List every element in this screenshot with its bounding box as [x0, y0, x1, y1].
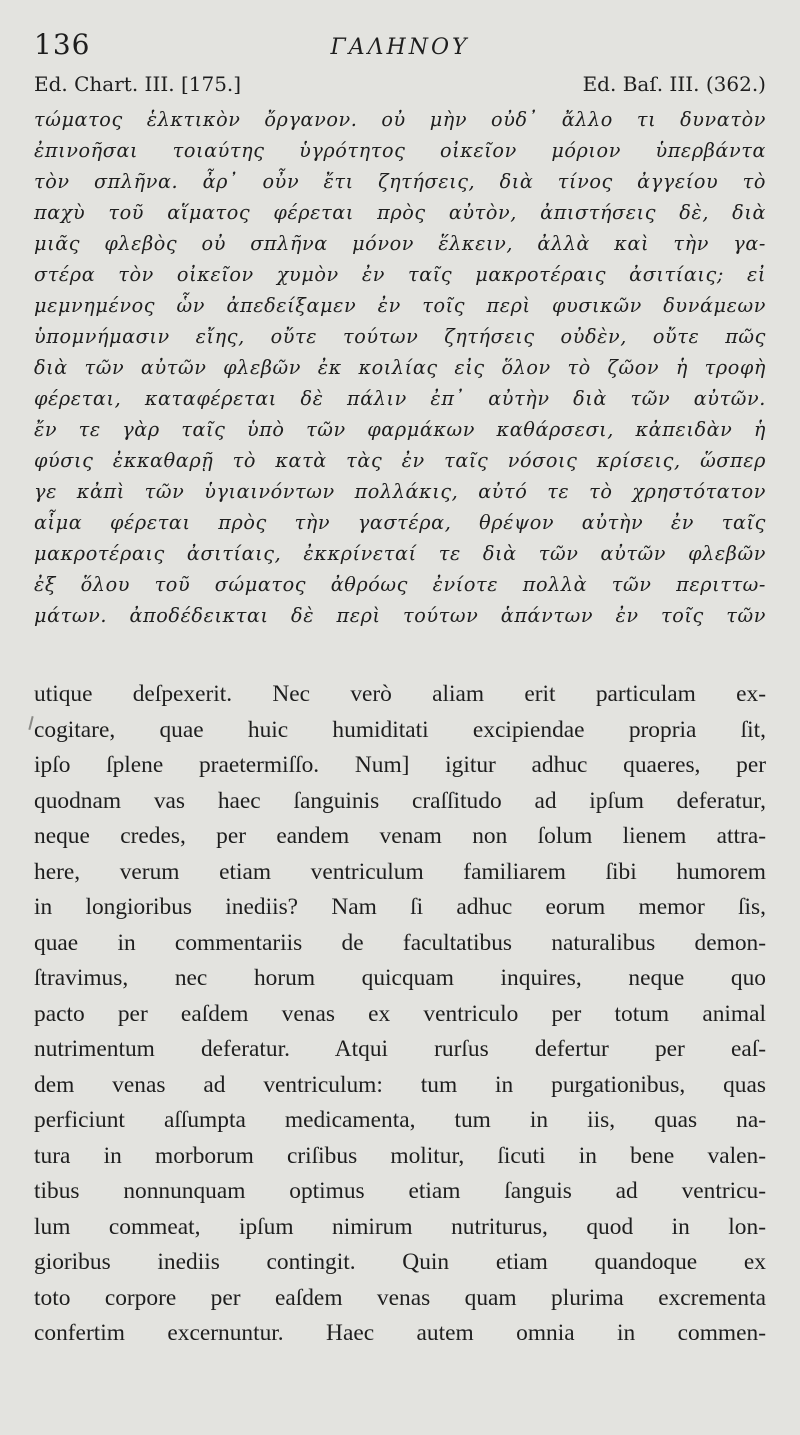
latin-line: toto corpore per eaſdem venas quam plurima excrementa	[34, 1284, 766, 1311]
greek-line: μακροτέραις ἀσιτίαις, ἐκκρίνεταί τε διὰ τῶν αὐτῶν φλεβῶν	[34, 542, 766, 565]
greek-line: τώματος ἑλκτικὸν ὄργανον. οὐ μὴν οὐδ᾽ ἄλλο τι δυνατὸν	[34, 108, 766, 131]
latin-line: gioribus inediis contingit. Quin etiam quandoque ex	[34, 1249, 766, 1275]
latin-line: neque credes, per eandem venam non ſolum lienem attra-	[34, 823, 766, 849]
greek-line: παχὺ τοῦ αἵματος φέρεται πρὸς αὐτὸν, ἀπιστήσεις δὲ, διὰ	[34, 201, 766, 224]
latin-text	[34, 677, 766, 1352]
edition-references	[34, 72, 766, 100]
latin-line: utique deſpexerit. Nec verò aliam erit particulam ex-	[34, 681, 766, 707]
latin-line: cogitare, quae huic humiditati excipiendae propria ſit,	[34, 716, 766, 743]
greek-line: ἐπινοῆσαι τοιαύτης ὑγρότητος οἰκεῖον μόριον ὑπερβάντα	[34, 139, 766, 162]
greek-line: διὰ τῶν αὐτῶν φλεβῶν ἐκ κοιλίας εἰς ὅλον τὸ ζῶον ἡ τροφὴ	[34, 356, 766, 379]
greek-line: μιᾶς φλεβὸς οὐ σπλῆνα μόνον ἕλκειν, ἀλλὰ καὶ τὴν γα-	[34, 232, 766, 255]
greek-text	[34, 104, 766, 631]
margin-mark	[28, 716, 33, 730]
greek-line: ὑπομνήμασιν εἴης, οὔτε τούτων ζητήσεις οὐδὲν, οὔτε πῶς	[34, 325, 766, 348]
latin-line: pacto per eaſdem venas ex ventriculo per totum animal	[34, 1000, 766, 1027]
latin-line: nutrimentum deferatur. Atqui rurſus defertur per eaſ-	[34, 1036, 766, 1062]
page-number: 136	[34, 28, 91, 61]
latin-line: confertim excernuntur. Haec autem omnia in commen-	[34, 1320, 766, 1346]
greek-line: ἐξ ὅλου τοῦ σώματος ἀθρόως ἐνίοτε πολλὰ τῶν περιττω-	[34, 573, 766, 596]
running-title: ΓΑΛΗΝΟΥ	[330, 35, 470, 60]
latin-line: tibus nonnunquam optimus etiam ſanguis ad ventricu-	[34, 1178, 766, 1204]
latin-line: tura in morborum criſibus molitur, ſicuti in bene valen-	[34, 1142, 766, 1169]
edition-chartier: Ed. Chart. III. [175.]	[34, 72, 242, 96]
greek-line: μεμνημένος ὧν ἀπεδείξαμεν ἐν τοῖς περὶ φυσικῶν δυνάμεων	[34, 294, 766, 317]
latin-line: perficiunt aſſumpta medicamenta, tum in iis, quas na-	[34, 1107, 766, 1133]
latin-line: in longioribus inediis? Nam ſi adhuc eorum memor ſis,	[34, 894, 766, 920]
latin-line: lum commeat, ipſum nimirum nutriturus, quod in lon-	[34, 1213, 766, 1240]
latin-line: dem venas ad ventriculum: tum in purgationibus, quas	[34, 1071, 766, 1098]
greek-line: αἷμα φέρεται πρὸς τὴν γαστέρα, θρέψον αὐτὴν ἐν ταῖς	[34, 511, 766, 534]
latin-line: here, verum etiam ventriculum familiarem ſibi humorem	[34, 858, 766, 885]
latin-line: ſtravimus, nec horum quicquam inquires, neque quo	[34, 965, 766, 991]
latin-line: quae in commentariis de facultatibus naturalibus demon-	[34, 929, 766, 956]
greek-line: φύσις ἐκκαθαρῇ τὸ κατὰ τὰς ἐν ταῖς νόσοις κρίσεις, ὥσπερ	[34, 449, 766, 472]
greek-line: ἔν τε γὰρ ταῖς ὑπὸ τῶν φαρμάκων καθάρσεσι, κἀπειδὰν ἡ	[34, 418, 766, 441]
running-head	[34, 28, 766, 62]
greek-line: στέρα τὸν οἰκεῖον χυμὸν ἐν ταῖς μακροτέραις ἀσιτίαις; εἰ	[34, 263, 766, 286]
latin-line: ipſo ſplene praetermiſſo. Num] igitur adhuc quaeres, per	[34, 752, 766, 778]
edition-basel: Ed. Baſ. III. (362.)	[582, 72, 766, 96]
greek-line: γε κἀπὶ τῶν ὑγιαινόντων πολλάκις, αὐτό τε τὸ χρηστότατον	[34, 480, 766, 503]
greek-line: φέρεται, καταφέρεται δὲ πάλιν ἐπ᾽ αὐτὴν διὰ τῶν αὐτῶν.	[34, 387, 766, 410]
latin-line: quodnam vas haec ſanguinis craſſitudo ad ipſum deferatur,	[34, 787, 766, 814]
greek-line: μάτων. ἀποδέδεικται δὲ περὶ τούτων ἁπάντων ἐν τοῖς τῶν	[34, 604, 766, 627]
greek-line: τὸν σπλῆνα. ἆρ᾽ οὖν ἔτι ζητήσεις, διὰ τίνος ἀγγείου τὸ	[34, 170, 766, 193]
